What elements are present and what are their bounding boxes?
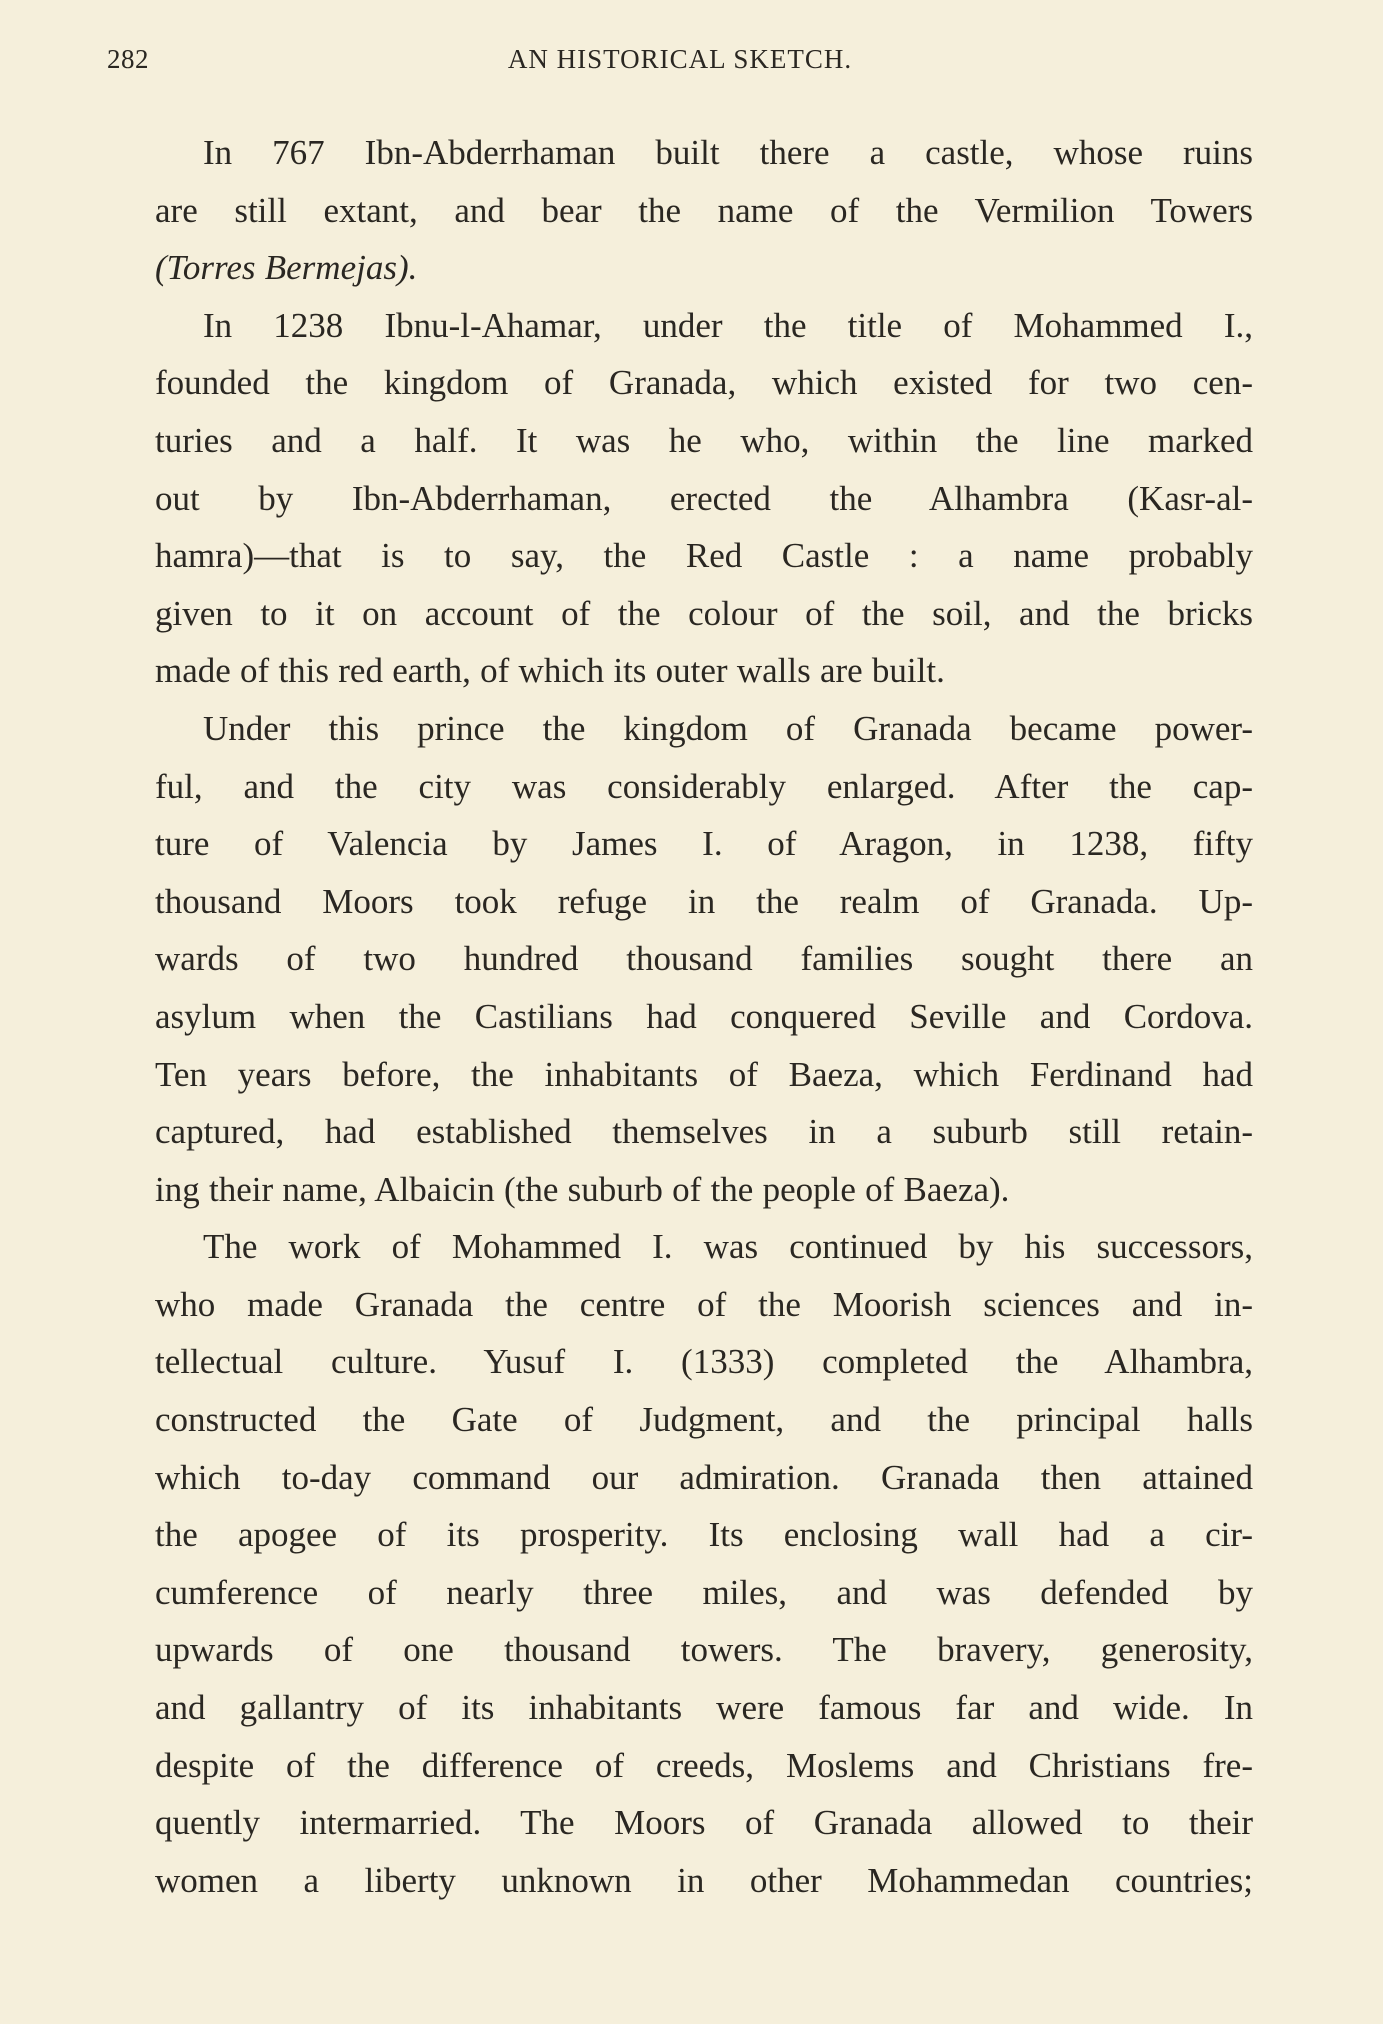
page-number: 282 bbox=[107, 44, 149, 74]
text-line: despite of the difference of creeds, Moslems and Christians fre- bbox=[155, 1745, 1253, 1785]
text-line: ture of Valencia by James I. of Aragon, in 1238, fifty bbox=[155, 824, 1253, 864]
text-line: Under this prince the kingdom of Granada became power- bbox=[203, 708, 1253, 748]
text-line: captured, had established themselves in a suburb still retain- bbox=[155, 1112, 1253, 1152]
text-line: and gallantry of its inhabitants were famous far and wide. In bbox=[155, 1688, 1253, 1728]
paragraph-2 bbox=[107, 297, 1253, 700]
text-line: asylum when the Castilians had conquered Seville and Cordova. bbox=[155, 996, 1253, 1036]
text-line: given to it on account of the colour of the soil, and the bricks bbox=[155, 593, 1253, 633]
paragraph-4 bbox=[107, 1218, 1253, 1909]
page-header bbox=[107, 44, 1253, 84]
text-line: who made Granada the centre of the Moorish sciences and in- bbox=[155, 1284, 1253, 1324]
text-line: made of this red earth, of which its outer walls are built. bbox=[155, 651, 945, 691]
text-line: thousand Moors took refuge in the realm of Granada. Up- bbox=[155, 881, 1253, 921]
text-line: founded the kingdom of Granada, which existed for two cen- bbox=[155, 363, 1253, 403]
text-line: In 1238 Ibnu-l-Ahamar, under the title of Mohammed I., bbox=[203, 305, 1253, 345]
paragraph-1 bbox=[107, 124, 1253, 297]
paragraph-3 bbox=[107, 700, 1253, 1218]
text-line: turies and a half. It was he who, within the line marked bbox=[155, 420, 1253, 460]
text-line: are still extant, and bear the name of the Vermilion Towers bbox=[155, 190, 1253, 230]
text-line: ing their name, Albaicin (the suburb of the people of Baeza). bbox=[155, 1169, 1010, 1209]
text-line: women a liberty unknown in other Mohammedan countries; bbox=[155, 1860, 1253, 1900]
text-line: out by Ibn-Abderrhaman, erected the Alhambra (Kasr-al- bbox=[155, 478, 1253, 518]
body-text bbox=[107, 124, 1253, 1909]
text-line: the apogee of its prosperity. Its enclosing wall had a cir- bbox=[155, 1515, 1253, 1555]
text-line: cumference of nearly three miles, and was defended by bbox=[155, 1572, 1253, 1612]
text-line: upwards of one thousand towers. The bravery, generosity, bbox=[155, 1630, 1253, 1670]
running-head: AN HISTORICAL SKETCH. bbox=[507, 44, 853, 74]
text-line: ful, and the city was considerably enlarged. After the cap- bbox=[155, 766, 1253, 806]
text-line: Ten years before, the inhabitants of Baeza, which Ferdinand had bbox=[155, 1054, 1253, 1094]
text-line: constructed the Gate of Judgment, and the principal halls bbox=[155, 1400, 1253, 1440]
text-line: tellectual culture. Yusuf I. (1333) completed the Alhambra, bbox=[155, 1342, 1253, 1382]
text-line: wards of two hundred thousand families sought there an bbox=[155, 939, 1253, 979]
text-line: quently intermarried. The Moors of Granada allowed to their bbox=[155, 1803, 1253, 1843]
text-line: which to-day command our admiration. Granada then attained bbox=[155, 1457, 1253, 1497]
text-line: In 767 Ibn-Abderrhaman built there a castle, whose ruins bbox=[203, 133, 1253, 172]
text-line: The work of Mohammed I. was continued by his successors, bbox=[203, 1227, 1253, 1267]
text-line: hamra)—that is to say, the Red Castle : a name probably bbox=[155, 536, 1253, 576]
italic-text: (Torres Bermejas). bbox=[155, 248, 418, 288]
text-line bbox=[107, 239, 1253, 297]
